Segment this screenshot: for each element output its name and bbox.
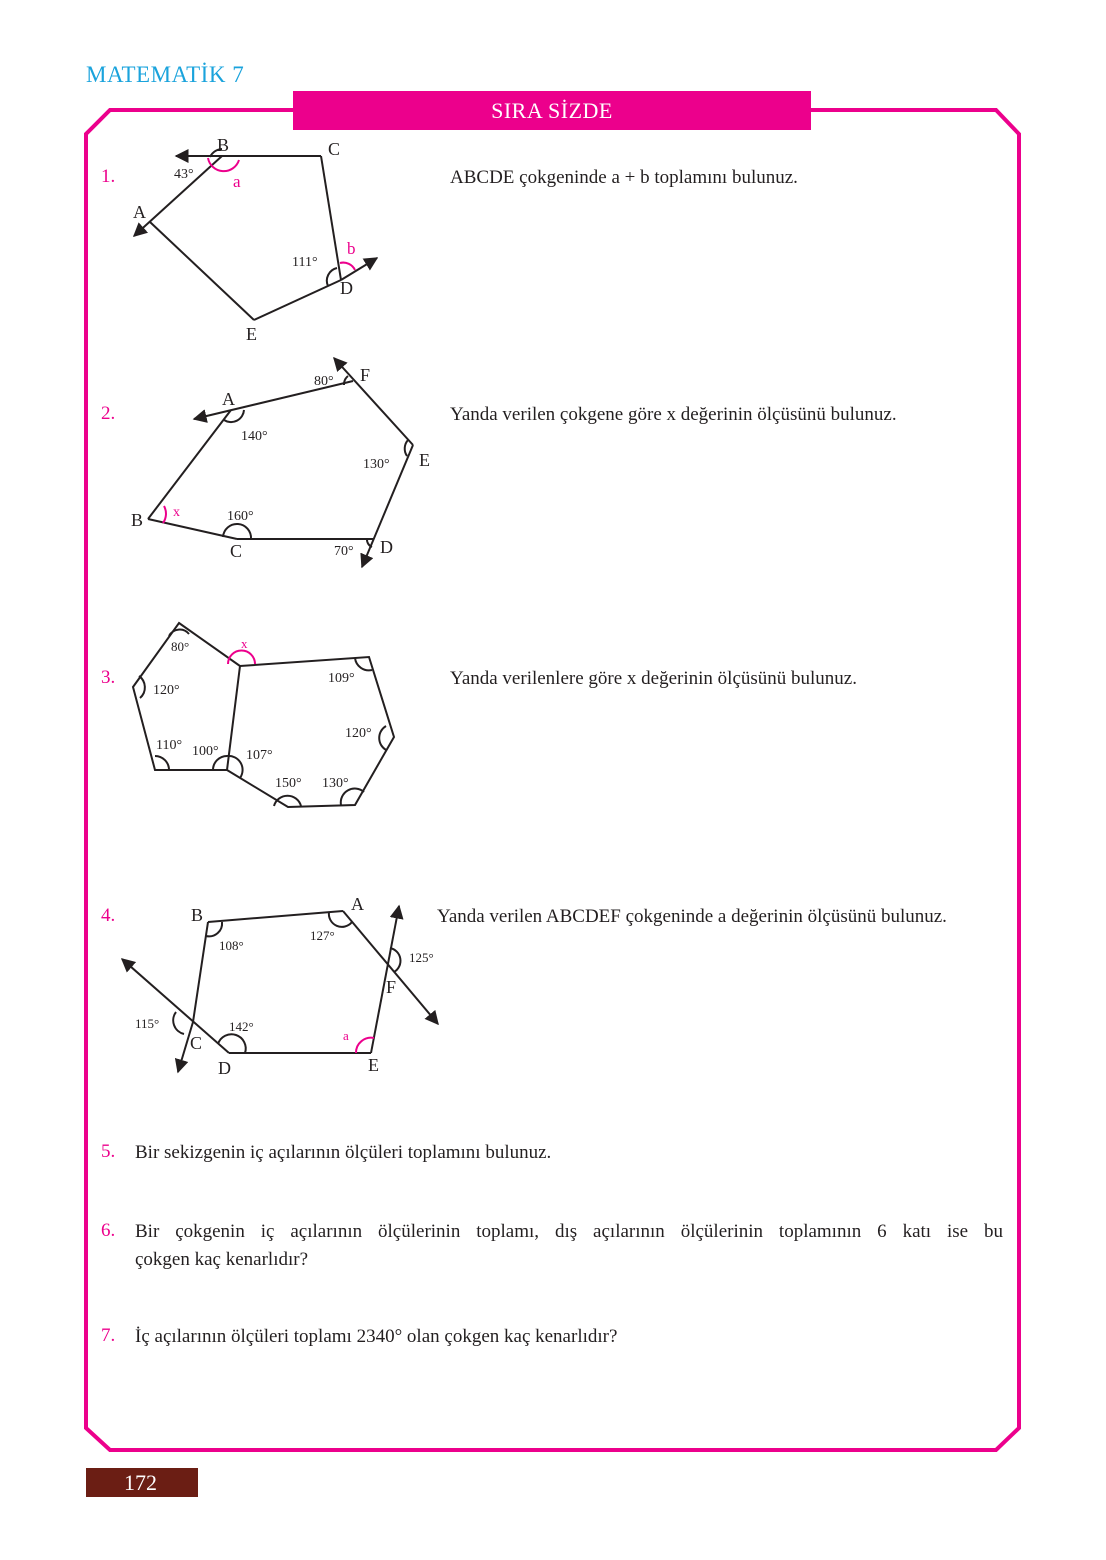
- fig4-label-b: B: [191, 905, 204, 925]
- question-number: 2.: [101, 403, 116, 424]
- fig3-unknown-x: x: [241, 636, 248, 651]
- fig1-label-c: C: [328, 139, 341, 159]
- fig4-arc-115: [173, 1012, 184, 1034]
- fig4-arc-127: [329, 912, 352, 927]
- fig3-arc-120-left: [139, 676, 145, 698]
- question-text: Yanda verilen çokgene göre x değerinin ölçüsünü bulunuz.: [450, 404, 897, 425]
- fig4-label-d: D: [218, 1058, 231, 1078]
- header-title: MATEMATİK 7: [86, 62, 245, 87]
- fig3-arc-80: [169, 630, 189, 636]
- fig3-arc-x: [228, 651, 255, 665]
- fig2-angle-80: 80°: [314, 374, 334, 389]
- fig4-ray-a: [343, 911, 438, 1024]
- fig1-label-d: D: [340, 278, 353, 298]
- fig3-angle-109: 109°: [328, 671, 355, 686]
- fig4-label-f: F: [386, 977, 397, 997]
- fig3-angle-80: 80°: [171, 639, 190, 654]
- fig4-side-bc: [193, 922, 208, 1022]
- fig2-ray-f: [334, 358, 413, 445]
- question-text: İç açılarının ölçüleri toplamı 2340° olan çokgen kaç kenarlıdır?: [135, 1326, 618, 1347]
- fig1-angle-43: 43°: [174, 167, 194, 182]
- fig4-label-e: E: [368, 1055, 379, 1075]
- question-text: Yanda verilen ABCDEF çokgeninde a değerinin ölçüsünü bulunuz.: [437, 906, 947, 927]
- fig4-side-ba: [208, 911, 343, 922]
- fig3-angle-120-right: 120°: [345, 726, 372, 741]
- fig4-label-c: C: [190, 1033, 203, 1053]
- fig2-label-f: F: [360, 365, 371, 385]
- question-number: 1.: [101, 166, 116, 187]
- fig1-unknown-a: a: [233, 172, 241, 191]
- fig4-label-a: A: [351, 894, 364, 914]
- fig3-angle-107: 107°: [246, 748, 273, 763]
- fig4-angle-125: 125°: [409, 950, 434, 965]
- question-number: 3.: [101, 667, 116, 688]
- fig1-side-ae: [150, 222, 254, 320]
- fig1-side-cd: [321, 156, 341, 280]
- fig2-label-d: D: [380, 537, 393, 557]
- question-text-line1: Bir çokgenin iç açılarının ölçülerinin toplamı, dış açılarının ölçülerinin toplamının 6 katı ise bu: [135, 1221, 1003, 1242]
- fig1-label-e: E: [246, 324, 257, 344]
- fig4-angle-142: 142°: [229, 1019, 254, 1034]
- question-number: 7.: [101, 1325, 116, 1346]
- fig1-arc-b: [340, 263, 355, 270]
- fig3-angle-130: 130°: [322, 776, 349, 791]
- question-text: Bir sekizgenin iç açılarının ölçüleri toplamını bulunuz.: [135, 1142, 552, 1163]
- fig3-angle-100: 100°: [192, 744, 219, 759]
- fig4-angle-127: 127°: [310, 928, 335, 943]
- fig1-label-b: B: [217, 135, 230, 155]
- fig2-angle-130: 130°: [363, 457, 390, 472]
- fig2-angle-70: 70°: [334, 544, 354, 559]
- fig2-label-a: A: [222, 389, 235, 409]
- fig2-label-b: B: [131, 510, 144, 530]
- fig2-arc-e: [405, 440, 408, 456]
- fig4-angle-115: 115°: [135, 1016, 160, 1031]
- question-number: 5.: [101, 1141, 116, 1162]
- fig2-unknown-x: x: [173, 505, 180, 520]
- fig4-ray-d: [122, 959, 229, 1053]
- fig1-unknown-b: b: [347, 239, 356, 258]
- question-number: 6.: [101, 1220, 116, 1241]
- fig2-arc-x: [163, 506, 166, 523]
- fig2-label-e: E: [419, 450, 430, 470]
- fig1-ray-d: [341, 258, 377, 280]
- fig2-angle-140: 140°: [241, 429, 268, 444]
- fig2-angle-160: 160°: [227, 509, 254, 524]
- question-text: ABCDE çokgeninde a + b toplamını bulunuz.: [450, 167, 798, 188]
- question-number: 4.: [101, 905, 116, 926]
- fig3-arc-120-right: [379, 726, 386, 750]
- fig2-label-c: C: [230, 541, 243, 561]
- fig3-angle-110: 110°: [156, 738, 183, 753]
- fig4-angle-108: 108°: [219, 938, 244, 953]
- fig3-angle-150: 150°: [275, 776, 302, 791]
- question-text-line2: çokgen kaç kenarlıdır?: [135, 1249, 309, 1270]
- fig1-label-a: A: [133, 202, 146, 222]
- fig3-arc-110: [155, 756, 169, 770]
- fig4-arc-142: [218, 1034, 246, 1053]
- fig3-angle-120-left: 120°: [153, 683, 180, 698]
- fig4-unknown-a: a: [343, 1028, 349, 1043]
- fig1-angle-111: 111°: [292, 255, 318, 270]
- question-text: Yanda verilenlere göre x değerinin ölçüsünü bulunuz.: [450, 668, 857, 689]
- page-number: 172: [86, 1468, 198, 1497]
- fig2-side-ab: [148, 410, 231, 519]
- banner: SIRA SİZDE: [293, 91, 811, 130]
